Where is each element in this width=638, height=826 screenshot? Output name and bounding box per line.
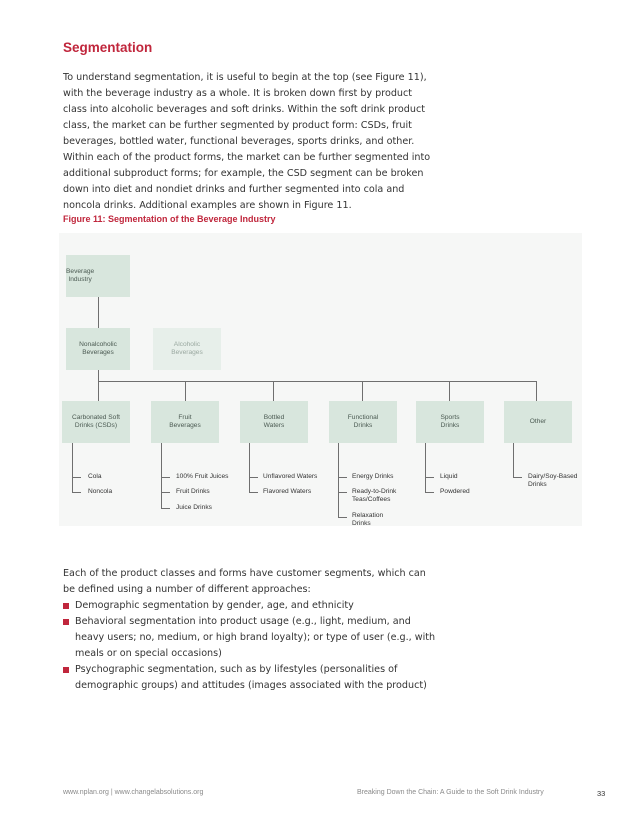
connector	[249, 492, 258, 493]
leaf-cola: Cola	[88, 473, 102, 480]
bullet-list	[63, 598, 435, 694]
node-label-line: Drinks	[353, 422, 373, 429]
connector	[72, 443, 73, 492]
leaf-fruit-drinks: Fruit Drinks	[176, 488, 210, 495]
text-line: Demographic segmentation by gender, age, and ethnicity	[75, 600, 354, 611]
text-line: demographic groups) and attitudes (images associated with the product)	[75, 680, 427, 691]
connector	[185, 381, 186, 401]
node-label-line: Industry	[68, 276, 92, 283]
connector	[513, 477, 522, 478]
node-label-line: Drinks	[440, 422, 460, 429]
node-other	[504, 401, 572, 443]
leaf-line: Drinks	[352, 520, 371, 527]
connector	[161, 508, 170, 509]
connector	[161, 492, 170, 493]
node-label-line: Bottled	[263, 414, 285, 421]
text-line: Within each of the product forms, the market can be further segmented into	[63, 152, 431, 163]
bullet-item	[63, 662, 435, 694]
bullet-square-icon	[63, 603, 69, 609]
text-line: with the beverage industry as a whole. It is broken down first by product	[63, 88, 413, 99]
node-label-line: Beverages	[82, 349, 114, 356]
node-label-line: Carbonated Soft	[71, 414, 121, 421]
leaf-noncola: Noncola	[88, 488, 113, 495]
node-nonalcoholic-beverages	[66, 328, 130, 370]
text-line: Behavioral segmentation into product usage (e.g., light, medium, and	[75, 616, 411, 627]
text-line: down into diet and nondiet drinks and further segmented into cola and	[63, 184, 405, 195]
connector	[161, 443, 162, 509]
leaf-line: Teas/Coffees	[352, 496, 391, 503]
footer-title: Breaking Down the Chain: A Guide to the Soft Drink Industry	[357, 789, 544, 796]
connector	[425, 492, 434, 493]
connector	[362, 381, 363, 401]
text-line: Psychographic segmentation, such as by lifestyles (personalities of	[75, 664, 398, 675]
node-label-line: Waters	[263, 422, 285, 429]
node-label-line: Functional	[347, 414, 379, 421]
text-line: additional subproduct forms; for example, the CSD segment can be broken	[63, 168, 424, 179]
text-line: class into alcoholic beverages and soft drinks. Within the soft drink product	[63, 104, 425, 115]
connector	[338, 492, 347, 493]
node-label-line: Beverages	[171, 349, 203, 356]
text-line: be defined using a number of different approaches:	[63, 584, 311, 595]
connector	[425, 443, 426, 492]
text-line: heavy users; no, medium, or high brand loyalty); or type of user (e.g., with	[75, 632, 436, 643]
node-label-line: Alcoholic	[173, 341, 201, 348]
body-paragraph	[63, 566, 426, 598]
node-label-line: Sports	[440, 414, 460, 421]
node-label-line: Nonalcoholic	[79, 341, 117, 348]
connector	[513, 443, 514, 478]
connector	[249, 443, 250, 492]
bullet-square-icon	[63, 667, 69, 673]
section-heading: Segmentation	[63, 40, 153, 55]
text-line: class, the market can be further segmented by product form: CSDs, fruit	[63, 120, 412, 131]
leaf-line: Relaxation	[352, 512, 384, 519]
connector	[273, 381, 274, 401]
node-label-line: Beverage	[66, 268, 95, 275]
leaf-juice-drinks: Juice Drinks	[176, 504, 212, 511]
leaf-liquid: Liquid	[440, 473, 458, 480]
node-label-line: Fruit	[178, 414, 192, 421]
node-label-line: Other	[529, 418, 547, 425]
leaf-unflavored-waters: Unflavored Waters	[263, 473, 318, 480]
connector	[72, 492, 81, 493]
node-fruit-beverages	[151, 401, 219, 443]
connector	[449, 381, 450, 401]
page-number: 33	[597, 789, 606, 798]
text-line: beverages, bottled water, functional beverages, sports drinks, and other.	[63, 136, 415, 147]
connector	[98, 381, 99, 401]
text-line: To understand segmentation, it is useful to begin at the top (see Figure 11),	[63, 72, 427, 83]
connector	[98, 297, 99, 328]
leaf-fruit-juices: 100% Fruit Juices	[176, 473, 229, 480]
node-label-line: Drinks (CSDs)	[74, 422, 118, 429]
bullet-item	[63, 598, 435, 614]
text-line: Each of the product classes and forms have customer segments, which can	[63, 568, 426, 579]
leaf-line: Dairy/Soy-Based	[528, 473, 578, 480]
node-functional-drinks	[329, 401, 397, 443]
leaf-flavored-waters: Flavored Waters	[263, 488, 312, 495]
node-csds	[62, 401, 130, 443]
leaf-rtd-teas-coffees	[352, 488, 396, 504]
connector	[338, 517, 347, 518]
leaf-energy-drinks: Energy Drinks	[352, 473, 394, 480]
connector	[98, 381, 537, 382]
node-alcoholic-beverages	[153, 328, 221, 370]
connector	[161, 477, 170, 478]
connector	[425, 477, 434, 478]
node-beverage-industry	[66, 255, 130, 297]
text-line: meals or on special occasions)	[75, 648, 222, 659]
footer-links: www.nplan.org | www.changelabsolutions.org	[63, 789, 204, 796]
figure-caption: Figure 11: Segmentation of the Beverage Industry	[63, 214, 276, 224]
leaf-line: Drinks	[528, 481, 547, 488]
node-label-line: Beverages	[169, 422, 201, 429]
bullet-item	[63, 614, 435, 662]
leaf-dairy-soy-drinks	[528, 473, 577, 489]
connector	[249, 477, 258, 478]
leaf-powdered: Powdered	[440, 488, 470, 495]
node-sports-drinks	[416, 401, 484, 443]
connector	[72, 477, 81, 478]
node-bottled-waters	[240, 401, 308, 443]
leaf-relaxation-drinks	[352, 512, 383, 528]
connector	[338, 443, 339, 518]
bullet-square-icon	[63, 619, 69, 625]
connector	[338, 477, 347, 478]
leaf-line: Ready-to-Drink	[352, 488, 397, 495]
text-line: noncola drinks. Additional examples are shown in Figure 11.	[63, 200, 352, 211]
connector	[536, 381, 537, 401]
